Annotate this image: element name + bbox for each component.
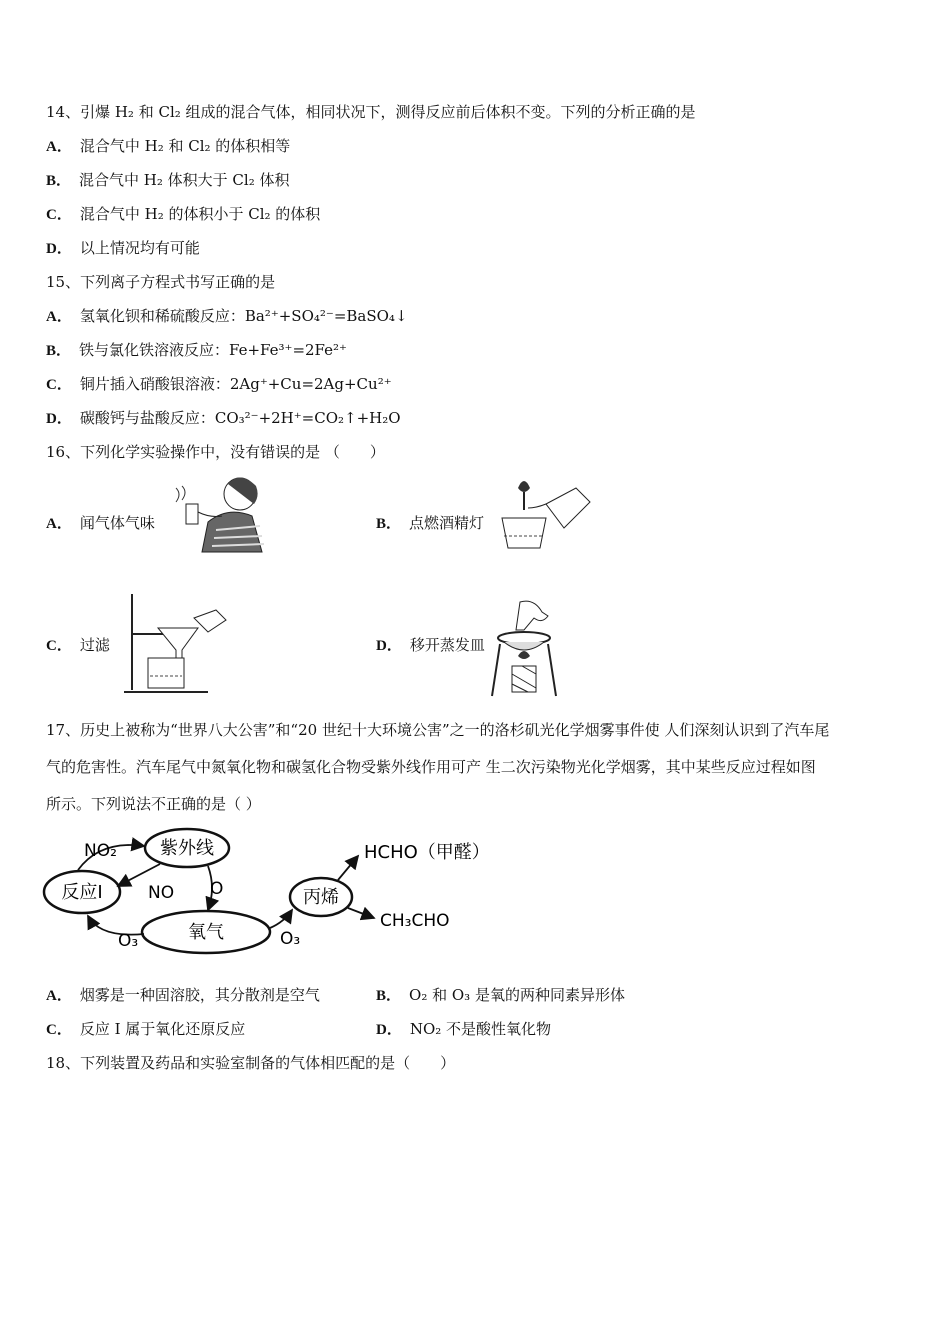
q16-stem: 16、下列化学实验操作中，没有错误的是 （ ） — [46, 443, 385, 461]
q16-option-d[interactable]: D． 移开蒸发皿 — [376, 636, 485, 654]
q17-option-d[interactable]: D． NO₂ 不是酸性氧化物 — [376, 1020, 552, 1038]
q15-option-a[interactable]: A． 氢氧化钡和稀硫酸反应：Ba²⁺+SO₄²⁻=BaSO₄↓ — [46, 307, 408, 325]
q17-stem-line-1: 17、历史上被称为“世界八大公害”和“20 世纪十大环境公害”之一的洛杉矶光化学烟雾事件使 人们深刻认识到了汽车尾 — [46, 721, 830, 739]
uv-label: 紫外线 — [160, 838, 214, 859]
q17-option-b[interactable]: B． O₂ 和 O₃ 是氧的两种同素异形体 — [376, 986, 625, 1004]
q15-option-d[interactable]: D． 碳酸钙与盐酸反应：CO₃²⁻+2H⁺=CO₂↑+H₂O — [46, 409, 401, 427]
photochemical-smog-diagram — [40, 826, 500, 956]
hcho-label: HCHO（甲醛） — [364, 842, 490, 863]
oxygen-label: 氧气 — [188, 922, 224, 943]
evaporating-dish-figure — [486, 598, 564, 698]
q15-stem: 15、下列离子方程式书写正确的是 — [46, 273, 276, 291]
q16-option-c[interactable]: C． 过滤 — [46, 636, 110, 654]
no2-label: NO₂ — [84, 841, 117, 861]
q14-stem: 14、引爆 H₂ 和 Cl₂ 组成的混合气体，相同状况下，测得反应前后体积不变。下列的分析正确的是 — [46, 103, 696, 121]
o3-right-arrow — [270, 910, 292, 928]
q17-stem-line-3: 所示。下列说法不正确的是（ ） — [46, 795, 261, 813]
o3-left-label: O₃ — [118, 931, 139, 951]
o-label: O — [210, 879, 224, 899]
q18-stem: 18、下列装置及药品和实验室制备的气体相匹配的是（ ） — [46, 1054, 456, 1072]
propene-label: 丙烯 — [303, 887, 339, 908]
q17-stem-line-2: 气的危害性。汽车尾气中氮氧化物和碳氢化合物受紫外线作用可产 生二次污染物光化学烟雾，其中某些反应过程如图 — [46, 758, 816, 776]
q17-option-a[interactable]: A． 烟雾是一种固溶胶，其分散剂是空气 — [46, 986, 320, 1004]
q17-option-c[interactable]: C． 反应 I 属于氧化还原反应 — [46, 1020, 246, 1038]
q14-option-c[interactable]: C． 混合气中 H₂ 的体积小于 Cl₂ 的体积 — [46, 205, 321, 223]
q14-option-a[interactable]: A． 混合气中 H₂ 和 Cl₂ 的体积相等 — [46, 137, 291, 155]
filtration-figure — [118, 588, 230, 696]
q15-option-b[interactable]: B． 铁与氯化铁溶液反应：Fe+Fe³⁺=2Fe²⁺ — [46, 341, 347, 359]
alcohol-lamp-figure — [488, 474, 600, 554]
q14-option-b[interactable]: B． 混合气中 H₂ 体积大于 Cl₂ 体积 — [46, 171, 290, 189]
smell-gas-figure — [168, 472, 278, 554]
ch3cho-arrow — [348, 908, 374, 918]
no-label: NO — [148, 883, 175, 903]
o3-right-label: O₃ — [280, 929, 301, 949]
q16-option-a[interactable]: A． 闻气体气味 — [46, 514, 155, 532]
ch3cho-label: CH₃CHO — [380, 911, 450, 931]
q15-option-c[interactable]: C． 铜片插入硝酸银溶液：2Ag⁺+Cu=2Ag+Cu²⁺ — [46, 375, 392, 393]
hcho-arrow — [338, 856, 358, 880]
q14-option-d[interactable]: D． 以上情况均有可能 — [46, 239, 200, 257]
reaction-i-label: 反应I — [61, 882, 103, 903]
q16-option-b[interactable]: B． 点燃酒精灯 — [376, 514, 485, 532]
